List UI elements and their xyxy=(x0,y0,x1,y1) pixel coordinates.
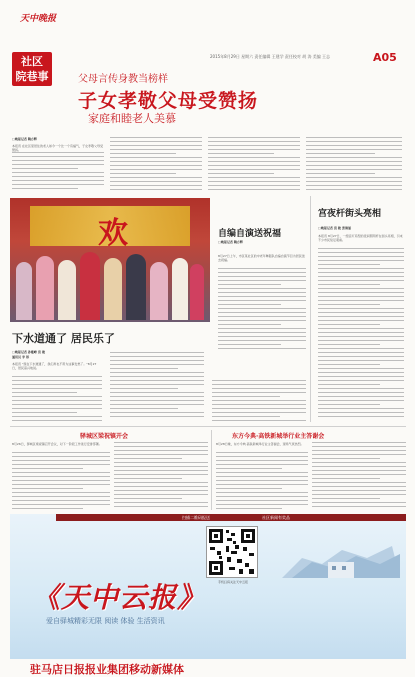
performer xyxy=(150,262,168,320)
brief-right-lead: 8月28日晚，东方今典·高铁新城举行业主答谢会，现场气氛热烈。 xyxy=(216,442,304,446)
date-line: 2015年8月29日 星期六 责任编辑 王建学 责任校对 胡 涛 美编 王志 xyxy=(210,54,330,59)
qr-code-icon xyxy=(207,527,257,577)
performer-row xyxy=(16,250,204,320)
lead-byline: □晚报记者 陶方辉 xyxy=(12,137,37,141)
ad-scan-text-left: 扫描二维码报送 xyxy=(182,515,210,520)
logo-text: 天中晚报 xyxy=(20,14,57,24)
performer xyxy=(104,258,122,320)
lead-kicker: 父母言传身教当榜样 xyxy=(78,74,168,85)
lead-text: 本报讯 在社区里居住的老人如今一个比一个有福气，子女孝敬父母受赞扬。 xyxy=(12,144,103,152)
city-skyline-icon xyxy=(272,528,402,580)
briefs-top-rule xyxy=(10,426,406,427)
performer xyxy=(190,264,204,320)
brief-left-col2 xyxy=(114,442,208,510)
brief-right-col2 xyxy=(312,442,406,510)
ad-brand: 《天中云报》 xyxy=(32,581,207,614)
brief-left-lead: 8月26日，驿城区梁祝镇召开会议，对下一阶段工作进行安排部署。 xyxy=(12,442,102,446)
column-name-badge xyxy=(12,52,52,86)
briefs-divider xyxy=(211,430,212,510)
sewer-story-byline2: 通讯员 李 婷 xyxy=(12,355,30,359)
masthead xyxy=(0,0,415,92)
performer xyxy=(36,256,54,320)
sewer-body-col1 xyxy=(12,376,102,422)
sewer-story-byline: □晚报记者 孙维峰 贾 骏 xyxy=(12,350,45,354)
ad-scan-text-right: 社区新闻有奖品 xyxy=(262,515,290,520)
performer xyxy=(126,254,146,320)
brief-left-col1 xyxy=(12,452,110,510)
sidebar-body xyxy=(318,248,404,422)
brief-right-col1 xyxy=(216,452,308,510)
center-story-headline: 自编自演送祝福 xyxy=(218,229,282,239)
sewer-body-col3 xyxy=(212,380,306,422)
brief-left-headline: 驿城区梁祝镇开会 xyxy=(80,433,129,440)
qr-caption: 手机扫码关注天中云报 xyxy=(217,580,248,584)
sewer-body-col2 xyxy=(110,352,204,422)
sidebar-headline: 宫夜杆街头亮相 xyxy=(318,209,382,219)
masthead-logo xyxy=(20,6,60,22)
lead-body-col2 xyxy=(110,137,202,194)
performer xyxy=(58,260,76,320)
performer xyxy=(16,262,32,320)
sidebar-byline: □晚报记者 贾 骏 张海浦 xyxy=(318,226,351,230)
lead-body-col4 xyxy=(306,137,402,194)
column-name-line1: 社区 xyxy=(21,55,43,68)
lead-subhead: 家庭和睦老人美慕 xyxy=(88,112,176,125)
performer xyxy=(80,252,100,320)
stage-banner-glyph: 欢 xyxy=(98,216,128,251)
ad-footer: 驻马店日报报业集团移动新媒体 xyxy=(30,663,184,676)
ad-slogan: 爱自驿城精彩无限 阅读 体验 生活资讯 xyxy=(46,617,165,625)
stage-photo xyxy=(10,198,210,322)
page-number: A05 xyxy=(373,51,397,64)
center-story-byline: □晚报记者 陶方辉 xyxy=(218,240,243,244)
sidebar-lead: 本报讯 8月27日，一组宫灯造型的夜间照明杆在街头亮相，引来不少市民驻足观看。 xyxy=(318,234,403,242)
qr-code[interactable] xyxy=(206,526,258,578)
lead-body-col3 xyxy=(208,137,300,194)
ad-block xyxy=(10,514,406,659)
lead-headline: 子女孝敬父母受赞扬 xyxy=(78,90,259,112)
lead-body-col1 xyxy=(12,152,104,194)
sewer-story-headline: 下水道通了 居民乐了 xyxy=(12,332,115,345)
sidebar-divider xyxy=(310,196,311,422)
center-story-lead: 8月27日上午，市区某社区的中老年舞蹈队自编自演节目为居民送去祝福。 xyxy=(218,254,305,262)
performer xyxy=(172,258,188,320)
sewer-story-lead: 本报讯 "现在下水道通了，我们再也不用为这事发愁了。"8月27日，居民高兴地说。 xyxy=(12,362,97,370)
ad-scan-bar xyxy=(56,514,406,521)
brief-right-headline: 东方今典·高铁新城举行业主答谢会 xyxy=(232,433,325,440)
column-name-line2: 院巷事 xyxy=(15,70,49,83)
center-story-body xyxy=(218,268,306,354)
